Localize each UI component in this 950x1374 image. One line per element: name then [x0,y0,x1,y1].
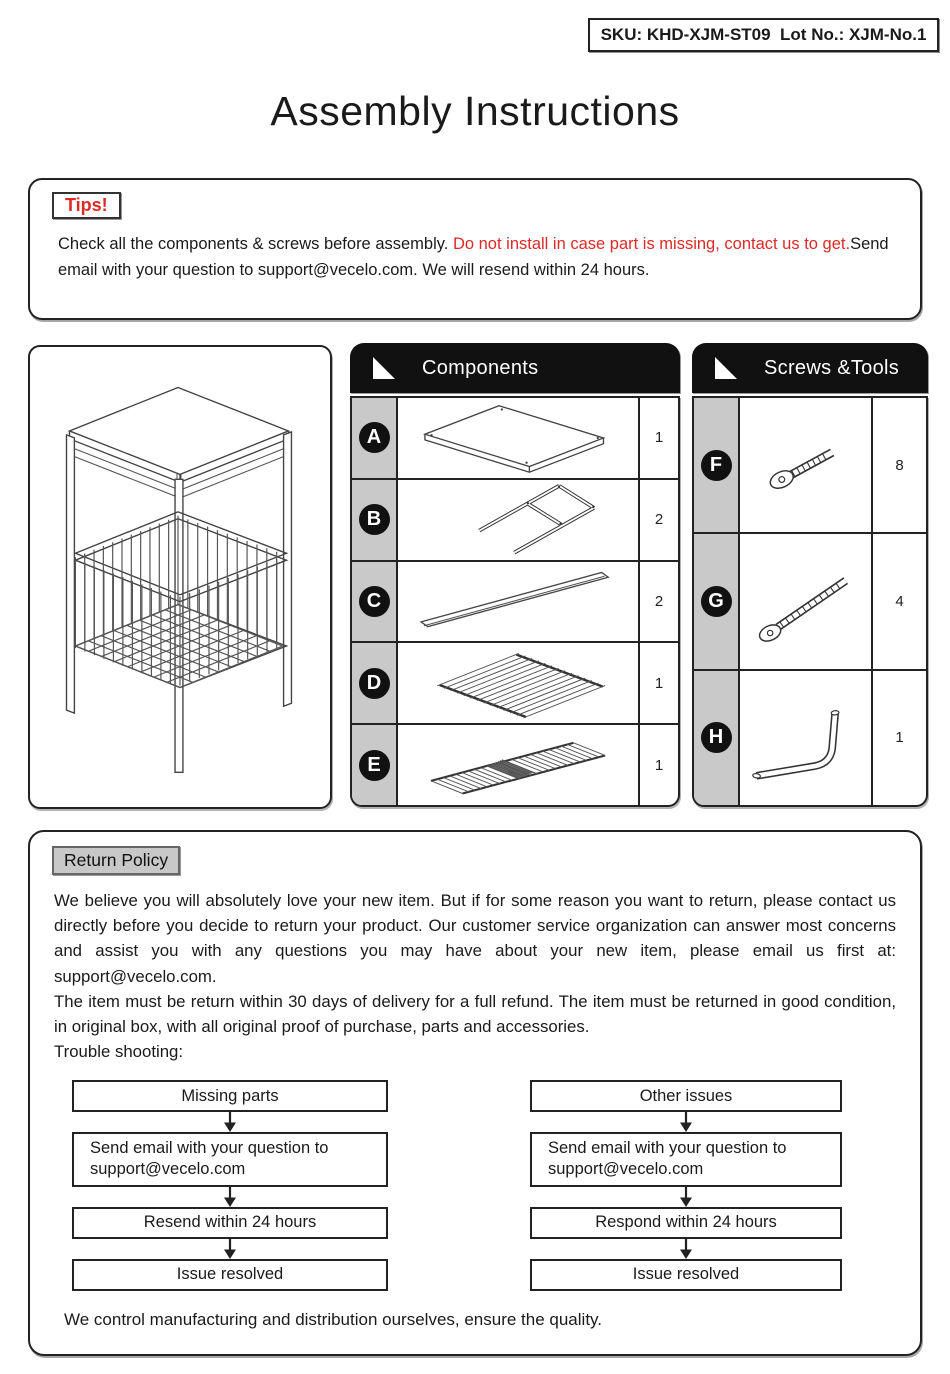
table-row [352,398,678,478]
flow-step: Other issues [530,1080,842,1112]
components-table [350,396,680,807]
part-qty: 2 [638,562,678,642]
page-title: Assembly Instructions [270,88,680,134]
return-policy-paragraph-2: The item must be return within 30 days of delivery for a full refund. The item must be returned in good condition, in original box, with all original proof of purchase, parts and accessories. [54,991,896,1036]
part-qty: 8 [871,398,926,532]
tips-label: Tips! [52,192,121,219]
sku-box [588,18,939,52]
part-qty: 2 [638,480,678,560]
part-letter-badge: A [359,422,390,453]
table-row [352,641,678,723]
screws-tools-table [692,396,928,807]
table-row [352,478,678,560]
product-illustration [30,347,326,803]
part-a-illustration [402,400,634,476]
corner-triangle-icon [370,355,396,381]
tips-text-part2: Send email with your question to support@vecelo.com. We will resend within 24 hours. [58,235,889,279]
part-letter-badge: H [701,722,732,753]
return-policy-text [54,888,896,1064]
table-row [694,669,926,805]
down-arrow-icon [222,1186,238,1208]
flow-step: Send email with your question to support@vecelo.com [530,1132,842,1187]
tips-text-warning: Do not install in case part is missing, contact us to get. [452,235,851,253]
down-arrow-icon [222,1238,238,1260]
flowchart-other-issues [530,1080,842,1291]
down-arrow-icon [222,1111,238,1133]
table-row [694,532,926,668]
return-policy-box [28,830,922,1356]
screws-tools-header-label: Screws &Tools [764,356,900,379]
flow-step: Resend within 24 hours [72,1207,388,1239]
part-qty: 1 [871,671,926,805]
part-letter-badge: C [359,586,390,617]
part-letter-badge: D [359,668,390,699]
quality-note: We control manufacturing and distribution ourselves, ensure the quality. [64,1310,602,1329]
part-letter-badge: F [701,450,732,481]
screws-tools-header [692,343,928,393]
part-b-illustration [402,482,634,558]
tips-text-part1: Check all the components & screws before assembly. [58,235,453,253]
corner-triangle-icon [712,355,738,381]
part-qty: 1 [638,643,678,723]
part-c-illustration [402,563,634,639]
part-d-illustration [402,645,634,721]
components-panel [350,343,680,807]
part-letter-badge: B [359,504,390,535]
screw-g-illustration [743,538,869,664]
flow-step: Missing parts [72,1080,388,1112]
screws-tools-panel [692,343,928,807]
down-arrow-icon [678,1238,694,1260]
components-header [350,343,680,393]
flow-step: Send email with your question to support@vecelo.com [72,1132,388,1187]
components-header-label: Components [422,356,539,379]
part-qty: 4 [871,534,926,668]
part-qty: 1 [638,398,678,478]
flow-step: Issue resolved [530,1259,842,1291]
part-letter-badge: G [701,586,732,617]
flow-step: Issue resolved [72,1259,388,1291]
part-qty: 1 [638,725,678,805]
allen-key-illustration [743,675,869,801]
return-policy-label: Return Policy [52,846,180,875]
table-row [694,398,926,532]
table-row [352,560,678,642]
screw-f-illustration [743,402,869,528]
down-arrow-icon [678,1111,694,1133]
tips-text [58,232,898,283]
product-illustration-box [28,345,332,809]
flow-step: Respond within 24 hours [530,1207,842,1239]
part-letter-badge: E [359,750,390,781]
return-policy-paragraph-1: We believe you will absolutely love your new item. But if for some reason you want to return, please contact us directly before you decide to return your product. Our customer service organization can answer most concerns and assist you with any questions you may have about your new item, please email us first at: support@vecelo.com. [54,891,896,986]
down-arrow-icon [678,1186,694,1208]
table-row [352,723,678,805]
flowchart-missing-parts [72,1080,388,1291]
trouble-shooting-label: Trouble shooting: [54,1042,184,1062]
sku-label: SKU: KHD-XJM-ST09 Lot No.: XJM-No.1 [600,25,927,44]
tips-box [28,178,922,320]
part-e-illustration [402,727,634,803]
